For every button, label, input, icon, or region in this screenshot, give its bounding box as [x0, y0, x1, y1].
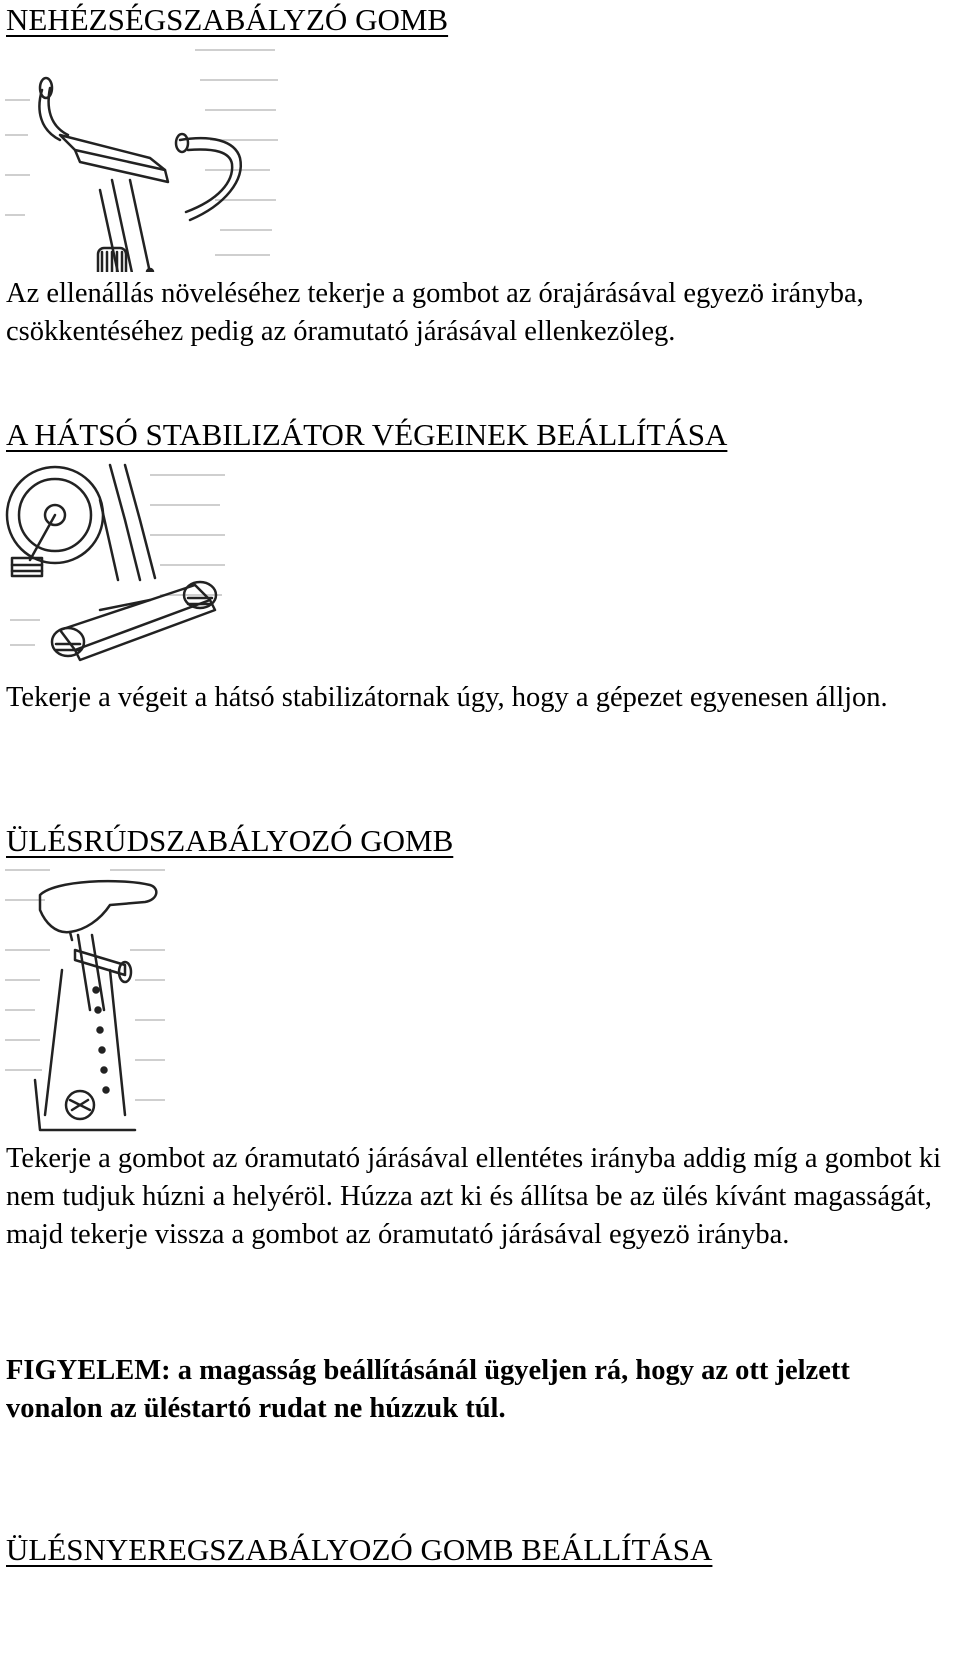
section-heading-resistance-knob: NEHÉZSÉGSZABÁLYZÓ GOMB [6, 2, 449, 37]
seat-post-knob-illustration [0, 860, 168, 1135]
section-body-seat-post-knob: Tekerje a gombot az óramutató járásával ellentétes irányba addig míg a gombot ki nem tudjuk húzni a helyéröl. Húzza azt ki és állítsa be az ülés kívánt magasságát, majd tekerje vissza a gombot az óramutató járásával egyezö irányba. [6, 1143, 942, 1250]
section-heading-saddle-knob: ÜLÉSNYEREGSZABÁLYOZÓ GOMB BEÁLLÍTÁSA [6, 1532, 713, 1567]
section-body-resistance-knob: Az ellenállás növeléséhez tekerje a gombot az órajárásával egyezö irányba, csökkentéséhez pedig az óramutató járásával ellenkezöleg. [6, 278, 864, 347]
section-heading-seat-post-knob: ÜLÉSRÚDSZABÁLYOZÓ GOMB [6, 823, 454, 858]
resistance-knob-illustration [0, 40, 282, 272]
section-heading-rear-stabilizer: A HÁTSÓ STABILIZÁTOR VÉGEINEK BEÁLLÍTÁSA [6, 417, 728, 452]
warning-note: FIGYELEM: a magasság beállításánál ügyeljen rá, hogy az ott jelzett vonalon az üléstartó rudat ne húzzuk túl. [6, 1355, 850, 1424]
section-body-rear-stabilizer: Tekerje a végeit a hátsó stabilizátornak úgy, hogy a gépezet egyenesen álljon. [6, 682, 888, 713]
rear-stabilizer-illustration [0, 460, 230, 675]
